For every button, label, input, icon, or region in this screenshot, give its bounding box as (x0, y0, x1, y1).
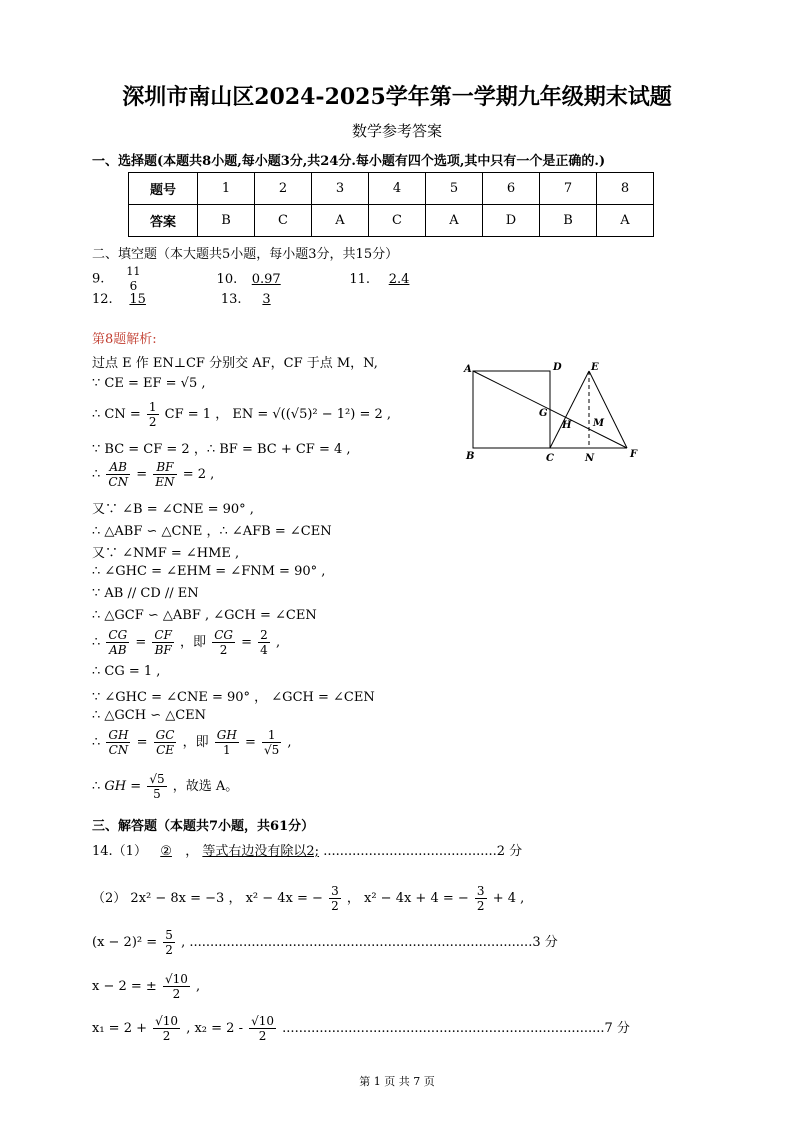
step-8: 又∵ ∠NMF = ∠HME , (92, 546, 240, 561)
table-cell: 4 (369, 173, 426, 205)
table-cell: 3 (312, 173, 369, 205)
table-cell: B (198, 205, 255, 237)
step-6: 又∵ ∠B = ∠CNE = 90° , (92, 502, 254, 517)
fraction-1-sqrt5: $\frac{1}{√5}$ (264, 728, 280, 757)
geometry-figure (458, 360, 644, 470)
table-cell: 8 (597, 173, 654, 205)
table-row (129, 173, 654, 205)
q14-step-3: (x − 2)² = $\frac{5}{2}$ , ...................................................................................3 分 (92, 928, 558, 957)
q14-eq-1: 2x² − 8x = −3 ， x² − 4x = − (130, 891, 323, 906)
table-cell: 5 (426, 173, 483, 205)
step-12: ∴ $\frac{CG}{AB}$ = $\frac{CF}{BF}$ ，即 $\frac{CG}{2}$ = $\frac{2}{4}$ , (92, 628, 281, 657)
fraction-gh-1: $\frac{GH}{1}$ (216, 728, 237, 757)
answer-table (128, 172, 654, 237)
q9-numerator: 11 (126, 265, 141, 278)
label-f: F (630, 449, 638, 460)
fill-row-1 (92, 265, 428, 293)
section-2-heading: 二、填空题（本大题共5小题，每小题3分，共15分） (92, 247, 399, 262)
step-5-b: = 2 , (182, 467, 215, 482)
fraction-3-2-a: $\frac{3}{2}$ (331, 884, 339, 913)
q14-part1-answer: ② (160, 844, 172, 859)
label-d: D (553, 362, 562, 373)
fraction-3-2-b: $\frac{3}{2}$ (476, 884, 485, 913)
fraction-cg-2: $\frac{CG}{2}$ (214, 628, 233, 657)
q14-eq-7: , x₂ = 2 - (186, 1021, 243, 1036)
label-e: E (591, 362, 599, 373)
table-cell: C (255, 205, 312, 237)
step-11: ∴ △GCF ∽ △ABF , ∠GCH = ∠CEN (92, 608, 317, 623)
fraction-sqrt5-5: $\frac{√5}{5}$ (149, 772, 165, 801)
page-footer: 第 1 页 共 7 页 (359, 1075, 435, 1088)
step-2: ∵ CE = EF = √5 , (92, 376, 206, 391)
q12-answer: 15 (129, 292, 146, 307)
step-17: ∴ GH = $\frac{√5}{5}$ ，故选 A。 (92, 772, 239, 801)
q9-answer (104, 265, 162, 293)
label-a: A (464, 364, 472, 375)
table-cell: 1 (198, 173, 255, 205)
q14-part1-score: ..........................................2 分 (323, 844, 523, 859)
q14-step-4: x − 2 = ± $\frac{√10}{2}$ , (92, 972, 201, 1001)
label-g: G (539, 408, 548, 419)
page-title: 深圳市南山区2024-2025学年第一学期九年级期末试题 (122, 84, 672, 110)
fraction-cf-bf: $\frac{CF}{BF}$ (154, 628, 172, 657)
q11-label: 11. (349, 271, 371, 287)
q9-denominator: 6 (129, 279, 138, 293)
analysis-title: 第8题解析: (92, 332, 157, 347)
fraction-bf-en: $\frac{BF}{EN}$ (155, 460, 175, 489)
q11-answer: 2.4 (388, 271, 410, 287)
q14-eq-3: + 4 , (492, 891, 525, 906)
step-14: ∵ ∠GHC = ∠CNE = 90° ， ∠GCH = ∠CEN (92, 690, 375, 705)
label-n: N (585, 453, 595, 464)
section-1-heading: 一、选择题(本题共8小题,每小题3分,共24分.每小题有四个选项,其中只有一个是正确的.) (92, 154, 606, 169)
q10-answer: 0.97 (251, 271, 281, 287)
label-h: H (562, 420, 572, 431)
q14-step5-score: ..............................................................................7 分 (282, 1021, 630, 1036)
fraction-sqrt10-2-c: $\frac{√10}{2}$ (251, 1014, 275, 1043)
step-1: 过点 E 作 EN⊥CF 分别交 AF，CF 于点 M，N, (92, 356, 378, 371)
line-ef (589, 371, 627, 448)
fraction-sqrt10-2-b: $\frac{√10}{2}$ (155, 1014, 179, 1043)
q14-eq-2: ， x² − 4x + 4 = − (346, 891, 469, 906)
fill-row-2 (92, 292, 292, 307)
section-3-heading: 三、解答题（本题共7小题，共61分） (92, 819, 315, 834)
q14-part1-label: 14.（1） (92, 844, 147, 859)
page-subtitle: 数学参考答案 (351, 122, 442, 140)
step-16: ∴ $\frac{GH}{CN}$ = $\frac{GC}{CE}$ ，即 $\frac{GH}{1}$ = $\frac{1}{√5}$ , (92, 728, 292, 757)
fraction-gc-ce: $\frac{GC}{CE}$ (155, 728, 175, 757)
step-3-a: ∴ CN = (92, 407, 141, 422)
line-ce (550, 371, 589, 448)
step-12-b: ，即 (180, 635, 207, 650)
label-m: M (593, 418, 605, 429)
q13-label: 13. (220, 292, 242, 307)
q14-eq-6: x₁ = 2 + (92, 1021, 147, 1036)
q14-part-1: 14.（1） ② ， 等式右边没有除以2; ..........................................2 分 (92, 840, 522, 859)
table-row (129, 205, 654, 237)
table-cell: 题号 (129, 173, 198, 205)
step-15: ∴ △GCH ∽ △CEN (92, 708, 207, 723)
table-cell: 2 (255, 173, 312, 205)
step-9: ∴ ∠GHC = ∠EHM = ∠FNM = 90° , (92, 564, 326, 579)
step-4: ∵ BC = CF = 2 ，∴ BF = BC + CF = 4 , (92, 442, 351, 457)
step-7: ∴ △ABF ∽ △CNE ，∴ ∠AFB = ∠CEN (92, 524, 332, 539)
q10-label: 10. (216, 271, 238, 287)
table-cell: A (312, 205, 369, 237)
q14-part-2 (92, 884, 524, 913)
step-13: ∴ CG = 1 , (92, 664, 161, 679)
fraction-2-4: $\frac{2}{4}$ (260, 628, 268, 657)
step-10: ∵ AB // CD // EN (92, 586, 199, 601)
table-cell: 7 (540, 173, 597, 205)
q14-eq-5: x − 2 = ± (92, 979, 157, 994)
table-cell: 答案 (129, 205, 198, 237)
q12-label: 12. (92, 292, 113, 307)
q14-eq-4: (x − 2)² = (92, 935, 158, 950)
q13-answer: 3 (262, 292, 271, 307)
fraction-sqrt10-2-a: $\frac{√10}{2}$ (164, 972, 188, 1001)
q14-step3-score: ...................................................................................3 分 (189, 935, 558, 950)
q14-step-5 (92, 1014, 630, 1043)
step-17-b: ，故选 A。 (172, 779, 239, 794)
step-5: ∴ $\frac{AB}{CN}$ = $\frac{BF}{EN}$ = 2 , (92, 460, 215, 489)
fraction-5-2: $\frac{5}{2}$ (165, 928, 173, 957)
fraction-cg-ab: $\frac{CG}{AB}$ (108, 628, 128, 657)
step-3 (92, 400, 391, 429)
step-16-b: ，即 (182, 735, 209, 750)
step-3-b: CF = 1 ， EN = √((√5)² − 1²) = 2 , (164, 407, 392, 422)
table-cell: C (369, 205, 426, 237)
q14-part2-label: （2） (92, 891, 127, 906)
table-cell: B (540, 205, 597, 237)
table-cell: D (483, 205, 540, 237)
label-c: C (546, 453, 554, 464)
fraction-gh-cn: $\frac{GH}{CN}$ (108, 728, 129, 757)
label-b: B (466, 451, 475, 462)
q14-part1-reason: 等式右边没有除以2; (202, 844, 320, 859)
fraction-half: $\frac{1}{2}$ (148, 400, 157, 429)
table-cell: A (597, 205, 654, 237)
table-cell: A (426, 205, 483, 237)
fraction-ab-cn: $\frac{AB}{CN}$ (108, 460, 129, 489)
table-cell: 6 (483, 173, 540, 205)
q9-label: 9. (92, 271, 105, 287)
